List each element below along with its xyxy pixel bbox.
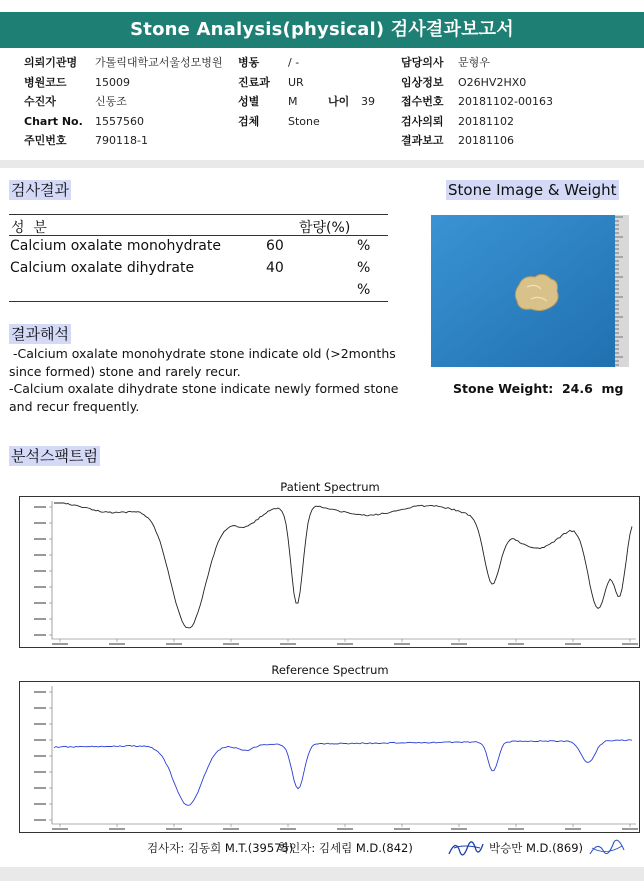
doctor: 박승만 M.D.(869) bbox=[489, 841, 583, 855]
info-row-resident-no bbox=[24, 131, 223, 151]
value-request-date: 20181102 bbox=[458, 114, 514, 128]
value-receipt-no: 20181102-00163 bbox=[458, 95, 553, 108]
results-table-header bbox=[9, 214, 388, 236]
info-left-column bbox=[24, 53, 223, 151]
info-mid-column bbox=[238, 53, 375, 131]
label-institution: 의뢰기관명 bbox=[24, 56, 78, 69]
stone-photo bbox=[431, 215, 629, 367]
label-chart-no: Chart No. bbox=[24, 114, 83, 128]
info-row-patient bbox=[24, 92, 223, 112]
component-name: Calcium oxalate dihydrate bbox=[10, 260, 195, 276]
value-clinical-info: O26HV2HX0 bbox=[458, 75, 527, 89]
patient-axis bbox=[34, 501, 638, 645]
value-specimen: Stone bbox=[288, 114, 320, 128]
label-resident-no: 주민번호 bbox=[24, 134, 67, 147]
interpretation-text bbox=[9, 345, 421, 415]
info-row-report-date bbox=[401, 131, 553, 151]
patient-spectrum-plot bbox=[20, 497, 639, 647]
value-resident-no: 790118-1 bbox=[95, 134, 148, 147]
component-value: 60 bbox=[266, 238, 284, 254]
value-age: 39 bbox=[361, 95, 375, 108]
results-table bbox=[9, 214, 388, 302]
label-patient: 수진자 bbox=[24, 95, 56, 108]
label-hospital-code: 병원코드 bbox=[24, 75, 67, 89]
info-row-chart-no bbox=[24, 112, 223, 132]
patient-spectrum-line bbox=[54, 503, 632, 628]
label-receipt-no: 접수번호 bbox=[401, 95, 444, 108]
reference-axis bbox=[34, 686, 638, 830]
reference-spectrum-frame bbox=[19, 681, 640, 833]
label-sex: 성별 bbox=[238, 95, 260, 108]
interpretation-line-1: -Calcium oxalate monohydrate stone indicate old (>2months since formed) stone and rarely recur. bbox=[9, 346, 400, 379]
label-ward: 병동 bbox=[238, 56, 260, 69]
value-hospital-code: 15009 bbox=[95, 75, 130, 89]
component-unit: % bbox=[357, 282, 371, 298]
label-doctor: 담당의사 bbox=[401, 56, 444, 69]
ruler bbox=[615, 215, 629, 367]
stone bbox=[515, 274, 558, 310]
value-ward: / - bbox=[288, 56, 300, 69]
stone-image-heading: Stone Image & Weight bbox=[448, 181, 617, 199]
section-divider bbox=[0, 160, 644, 168]
component-unit: % bbox=[357, 260, 371, 276]
value-patient: 신동조 bbox=[95, 95, 127, 108]
info-right-column bbox=[401, 53, 553, 151]
value-chart-no: 1557560 bbox=[95, 114, 144, 128]
col-content: 함량(%) bbox=[299, 220, 351, 236]
signature-2-icon bbox=[586, 832, 628, 862]
interpretation-heading: 결과해석 bbox=[11, 325, 69, 343]
table-row bbox=[9, 258, 388, 280]
examiner: 검사자: 김동희 M.T.(39575) bbox=[147, 841, 294, 855]
info-row-receipt-no bbox=[401, 92, 553, 112]
label-age: 나이 bbox=[328, 95, 350, 108]
label-report-date: 결과보고 bbox=[401, 134, 444, 147]
signature-1-icon bbox=[446, 834, 486, 862]
info-row-doctor bbox=[401, 53, 553, 73]
component-name: Calcium oxalate monohydrate bbox=[10, 238, 221, 254]
weight-unit: mg bbox=[601, 381, 624, 396]
reference-spectrum-title: Reference Spectrum bbox=[271, 663, 389, 677]
info-row-sex bbox=[238, 92, 375, 112]
report-title: Stone Analysis(physical) 검사결과보고서 bbox=[0, 12, 644, 48]
stone-weight bbox=[453, 381, 624, 396]
info-row-hospital-code bbox=[24, 73, 223, 93]
component-unit: % bbox=[357, 238, 371, 254]
info-row-specimen bbox=[238, 112, 375, 132]
info-row-request-date bbox=[401, 112, 553, 132]
table-row bbox=[9, 236, 388, 258]
confirmer: 확인자: 김세림 M.D.(842) bbox=[278, 841, 413, 855]
value-report-date: 20181106 bbox=[458, 134, 514, 147]
info-row-department bbox=[238, 73, 375, 93]
component-value: 40 bbox=[266, 260, 284, 276]
info-row-ward bbox=[238, 53, 375, 73]
results-heading: 검사결과 bbox=[11, 181, 69, 199]
patient-spectrum-frame bbox=[19, 496, 640, 648]
label-clinical-info: 임상정보 bbox=[401, 75, 444, 89]
info-row-institution bbox=[24, 53, 223, 73]
value-sex: M bbox=[288, 95, 298, 108]
interpretation-line-2: -Calcium oxalate dihydrate stone indicate newly formed stone and recur frequently. bbox=[9, 381, 399, 414]
weight-value: 24.6 bbox=[561, 381, 593, 396]
table-row bbox=[9, 280, 388, 302]
value-doctor: 문형우 bbox=[458, 56, 490, 69]
info-row-clinical-info bbox=[401, 73, 553, 93]
value-institution: 가톨릭대학교서울성모병원 bbox=[95, 56, 223, 69]
label-department: 진료과 bbox=[238, 75, 270, 89]
value-department: UR bbox=[288, 75, 304, 89]
col-component: 성 분 bbox=[11, 220, 47, 236]
patient-spectrum-title: Patient Spectrum bbox=[280, 480, 380, 494]
label-specimen: 검체 bbox=[238, 114, 260, 128]
reference-spectrum-plot bbox=[20, 682, 639, 832]
bottom-bar bbox=[0, 867, 644, 881]
reference-spectrum-line bbox=[54, 740, 632, 806]
label-request-date: 검사의뢰 bbox=[401, 114, 444, 128]
spectrum-heading: 분석스팩트럼 bbox=[11, 447, 98, 465]
weight-label: Stone Weight: bbox=[453, 381, 554, 396]
